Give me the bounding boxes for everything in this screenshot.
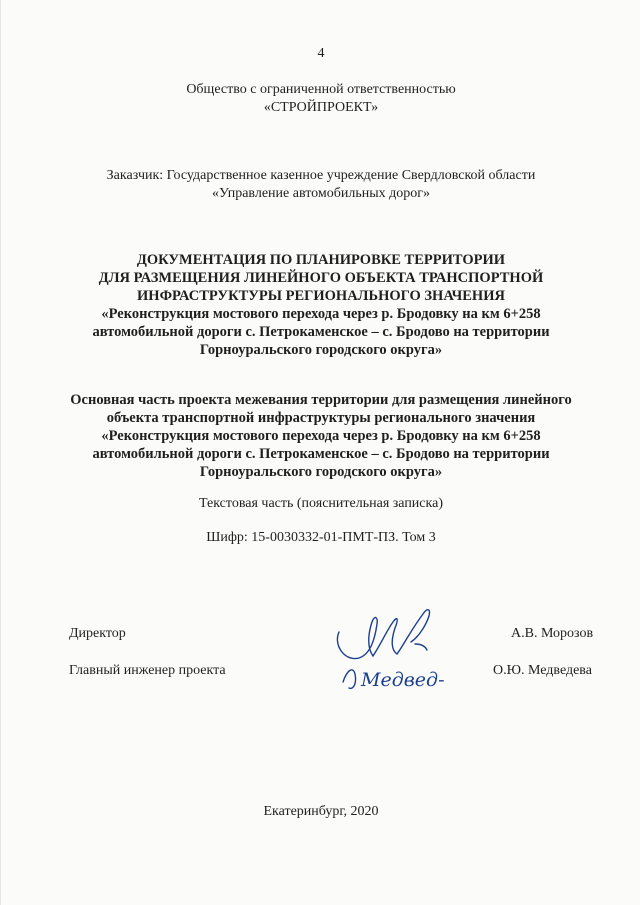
- title-2-line-2: объекта транспортной инфраструктуры регионального значения: [106, 410, 536, 426]
- place-and-year: Екатеринбург, 2020: [263, 804, 379, 819]
- title-1-line-4: «Реконструкция мостового перехода через р. Бродовку на км 6+258: [101, 306, 541, 322]
- handwritten-signatures: [331, 600, 501, 700]
- customer-line-2: «Управление автомобильных дорог»: [212, 186, 430, 201]
- title-2-line-5: Горноуральского городского округа»: [199, 464, 443, 480]
- title-2-line-4: автомобильной дороги с. Петрокаменское – с. Бродово на территории: [92, 446, 550, 462]
- customer-line-1: Заказчик: Государственное казенное учреждение Свердловской области: [106, 168, 536, 183]
- company-line-1: Общество с ограниченной ответственностью: [186, 82, 456, 97]
- page-number: 4: [317, 46, 325, 61]
- title-1-line-3: ИНФРАСТРУКТУРЫ РЕГИОНАЛЬНОГО ЗНАЧЕНИЯ: [137, 288, 505, 304]
- engineer-handwritten-signature: Медвед-: [361, 669, 445, 691]
- title-2-line-3: «Реконструкция мостового перехода через р. Бродовку на км 6+258: [101, 428, 541, 444]
- title-1-line-1: ДОКУМЕНТАЦИЯ ПО ПЛАНИРОВКЕ ТЕРРИТОРИИ: [136, 252, 506, 268]
- company-line-2: «СТРОЙПРОЕКТ»: [263, 100, 379, 115]
- engineer-role: Главный инженер проекта: [69, 663, 226, 678]
- engineer-name: О.Ю. Медведева: [493, 663, 592, 678]
- document-cipher: Шифр: 15-0030332-01-ПМТ-ПЗ. Том 3: [206, 530, 436, 545]
- title-2-line-1: Основная часть проекта межевания территории для размещения линейного: [70, 392, 572, 408]
- document-subtitle: Текстовая часть (пояснительная записка): [199, 496, 443, 511]
- director-name: А.В. Морозов: [511, 626, 594, 641]
- title-1-line-2: ДЛЯ РАЗМЕЩЕНИЯ ЛИНЕЙНОГО ОБЪЕКТА ТРАНСПОРТНОЙ: [98, 270, 544, 286]
- title-1-line-6: Горноуральского городского округа»: [199, 342, 443, 358]
- director-role: Директор: [69, 626, 126, 641]
- title-1-line-5: автомобильной дороги с. Петрокаменское – с. Бродово на территории: [92, 324, 550, 340]
